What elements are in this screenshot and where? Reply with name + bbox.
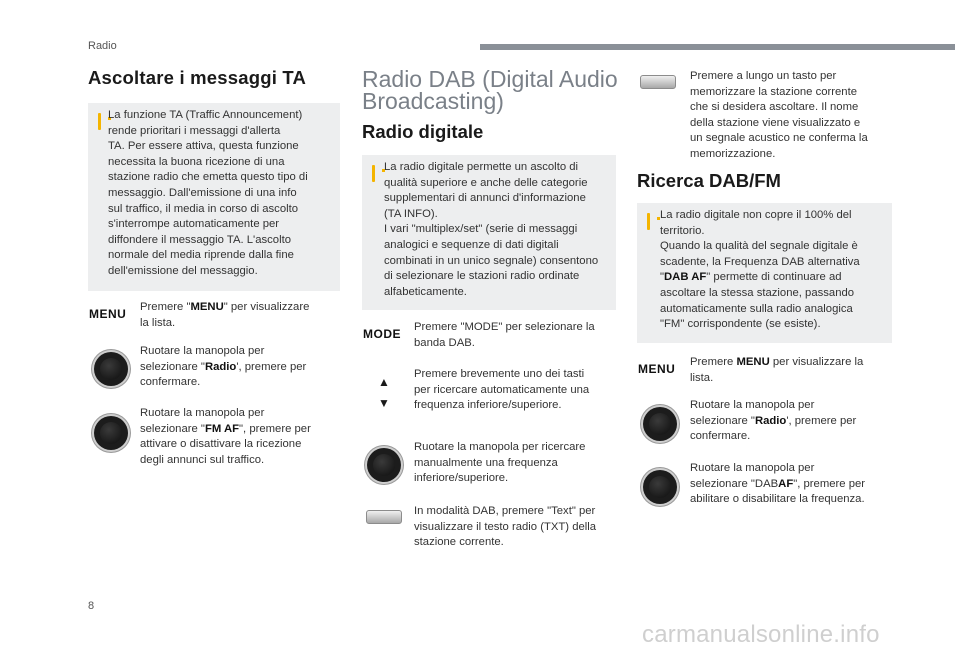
dabfm-step-menu: Premere MENU per visualizzare la lista. xyxy=(690,356,864,384)
dab-step-text: In modalità DAB, premere "Text" per visualizzare il testo radio (TXT) della stazione corrente. xyxy=(414,505,597,549)
dab-info-text: La radio digitale permette un ascolto di qualità superiore e anche delle categorie supplementari di annunci d'informazione (TA INFO). I vari "multiplex/set" (serie di messaggi analogici e sequenze di dati digitali combinati in un unico segnale) consentono di selezionare le stazioni radio ordinate alfabeticamente. xyxy=(384,161,599,298)
rotary-knob-icon xyxy=(367,448,401,482)
dab-info-box xyxy=(362,155,616,310)
preset-button-icon xyxy=(640,75,676,89)
rotary-knob-icon xyxy=(94,352,128,386)
ta-info-text: La funzione TA (Traffic Announcement) rende prioritari i messaggi d'allerta TA. Per essere attiva, questa funzione necessita la buona ricezione di una stazione radio che emetta questo tipo di messaggio. Dall'emissione di una info sul traffico, il media in corso di ascolto s'interrompe automaticamente per diffondere il messaggio TA. L'ascolto normale del media riprende dalla fine dell'emissione del messaggio. xyxy=(108,109,308,277)
arrow-down-icon: ▼ xyxy=(378,396,390,410)
ta-step-fmaf: Ruotare la manopola per selezionare "FM AF", premere per attivare o disattivare la ricezione degli annunci sul traffico. xyxy=(140,407,311,466)
text-button-icon xyxy=(366,510,402,524)
ta-step-radio: Ruotare la manopola per selezionare "Radio', premere per confermare. xyxy=(140,345,307,389)
dab-fm-info-box xyxy=(637,203,892,343)
dabfm-step-af: Ruotare la manopola per selezionare "DABAF", premere per abilitare o disabilitare la frequenza. xyxy=(690,462,866,506)
arrow-up-icon: ▲ xyxy=(378,375,390,389)
dabfm-step-radio: Ruotare la manopola per selezionare "Radio', premere per confermare. xyxy=(690,399,857,443)
dab-step-manual: Ruotare la manopola per ricercare manualmente una frequenza inferiore/superiore. xyxy=(414,441,586,485)
dab-step-mode: Premere "MODE" per selezionare la banda DAB. xyxy=(414,321,595,349)
dab-fm-search-title: Ricerca DAB/FM xyxy=(637,170,781,191)
menu-key-icon: MENU xyxy=(638,362,676,376)
rotary-knob-icon xyxy=(94,416,128,450)
dab-fm-info-text: La radio digitale non copre il 100% del territorio. Quando la qualità del segnale digitale è scadente, la Frequenza DAB alternativa "DAB AF" permette di continuare ad ascoltare la stessa stazione, passando automaticamente sulla radio analogica "FM" corrispondente (se esiste). xyxy=(660,209,860,331)
info-icon xyxy=(372,165,375,182)
mode-key-icon: MODE xyxy=(363,327,401,341)
dab-step-seek: Premere brevemente uno dei tasti per ricercare automaticamente una frequenza inferiore/superiore. xyxy=(414,368,590,412)
rotary-knob-icon xyxy=(643,470,677,504)
ta-info-box xyxy=(88,103,340,291)
header-rule xyxy=(480,44,955,50)
info-icon xyxy=(647,213,650,230)
memo-step: Premere a lungo un tasto per memorizzare la stazione corrente che si desidera ascoltare. Il nome della stazione viene visualizzato e un segnale acustico ne conferma la memorizzazione. xyxy=(690,70,868,160)
info-icon xyxy=(98,113,101,130)
watermark: carmanualsonline.info xyxy=(642,621,880,648)
menu-key-icon: MENU xyxy=(89,307,127,321)
up-down-arrows-icon xyxy=(376,372,392,414)
section-header: Radio xyxy=(88,40,117,52)
dab-title: Radio DAB (Digital Audio Broadcasting) xyxy=(362,66,618,114)
ta-title: Ascoltare i messaggi TA xyxy=(88,67,307,88)
rotary-knob-icon xyxy=(643,407,677,441)
ta-step-menu: Premere "MENU" per visualizzare la lista. xyxy=(140,301,310,329)
digital-radio-subtitle: Radio digitale xyxy=(362,121,484,142)
page-number: 8 xyxy=(88,600,95,612)
